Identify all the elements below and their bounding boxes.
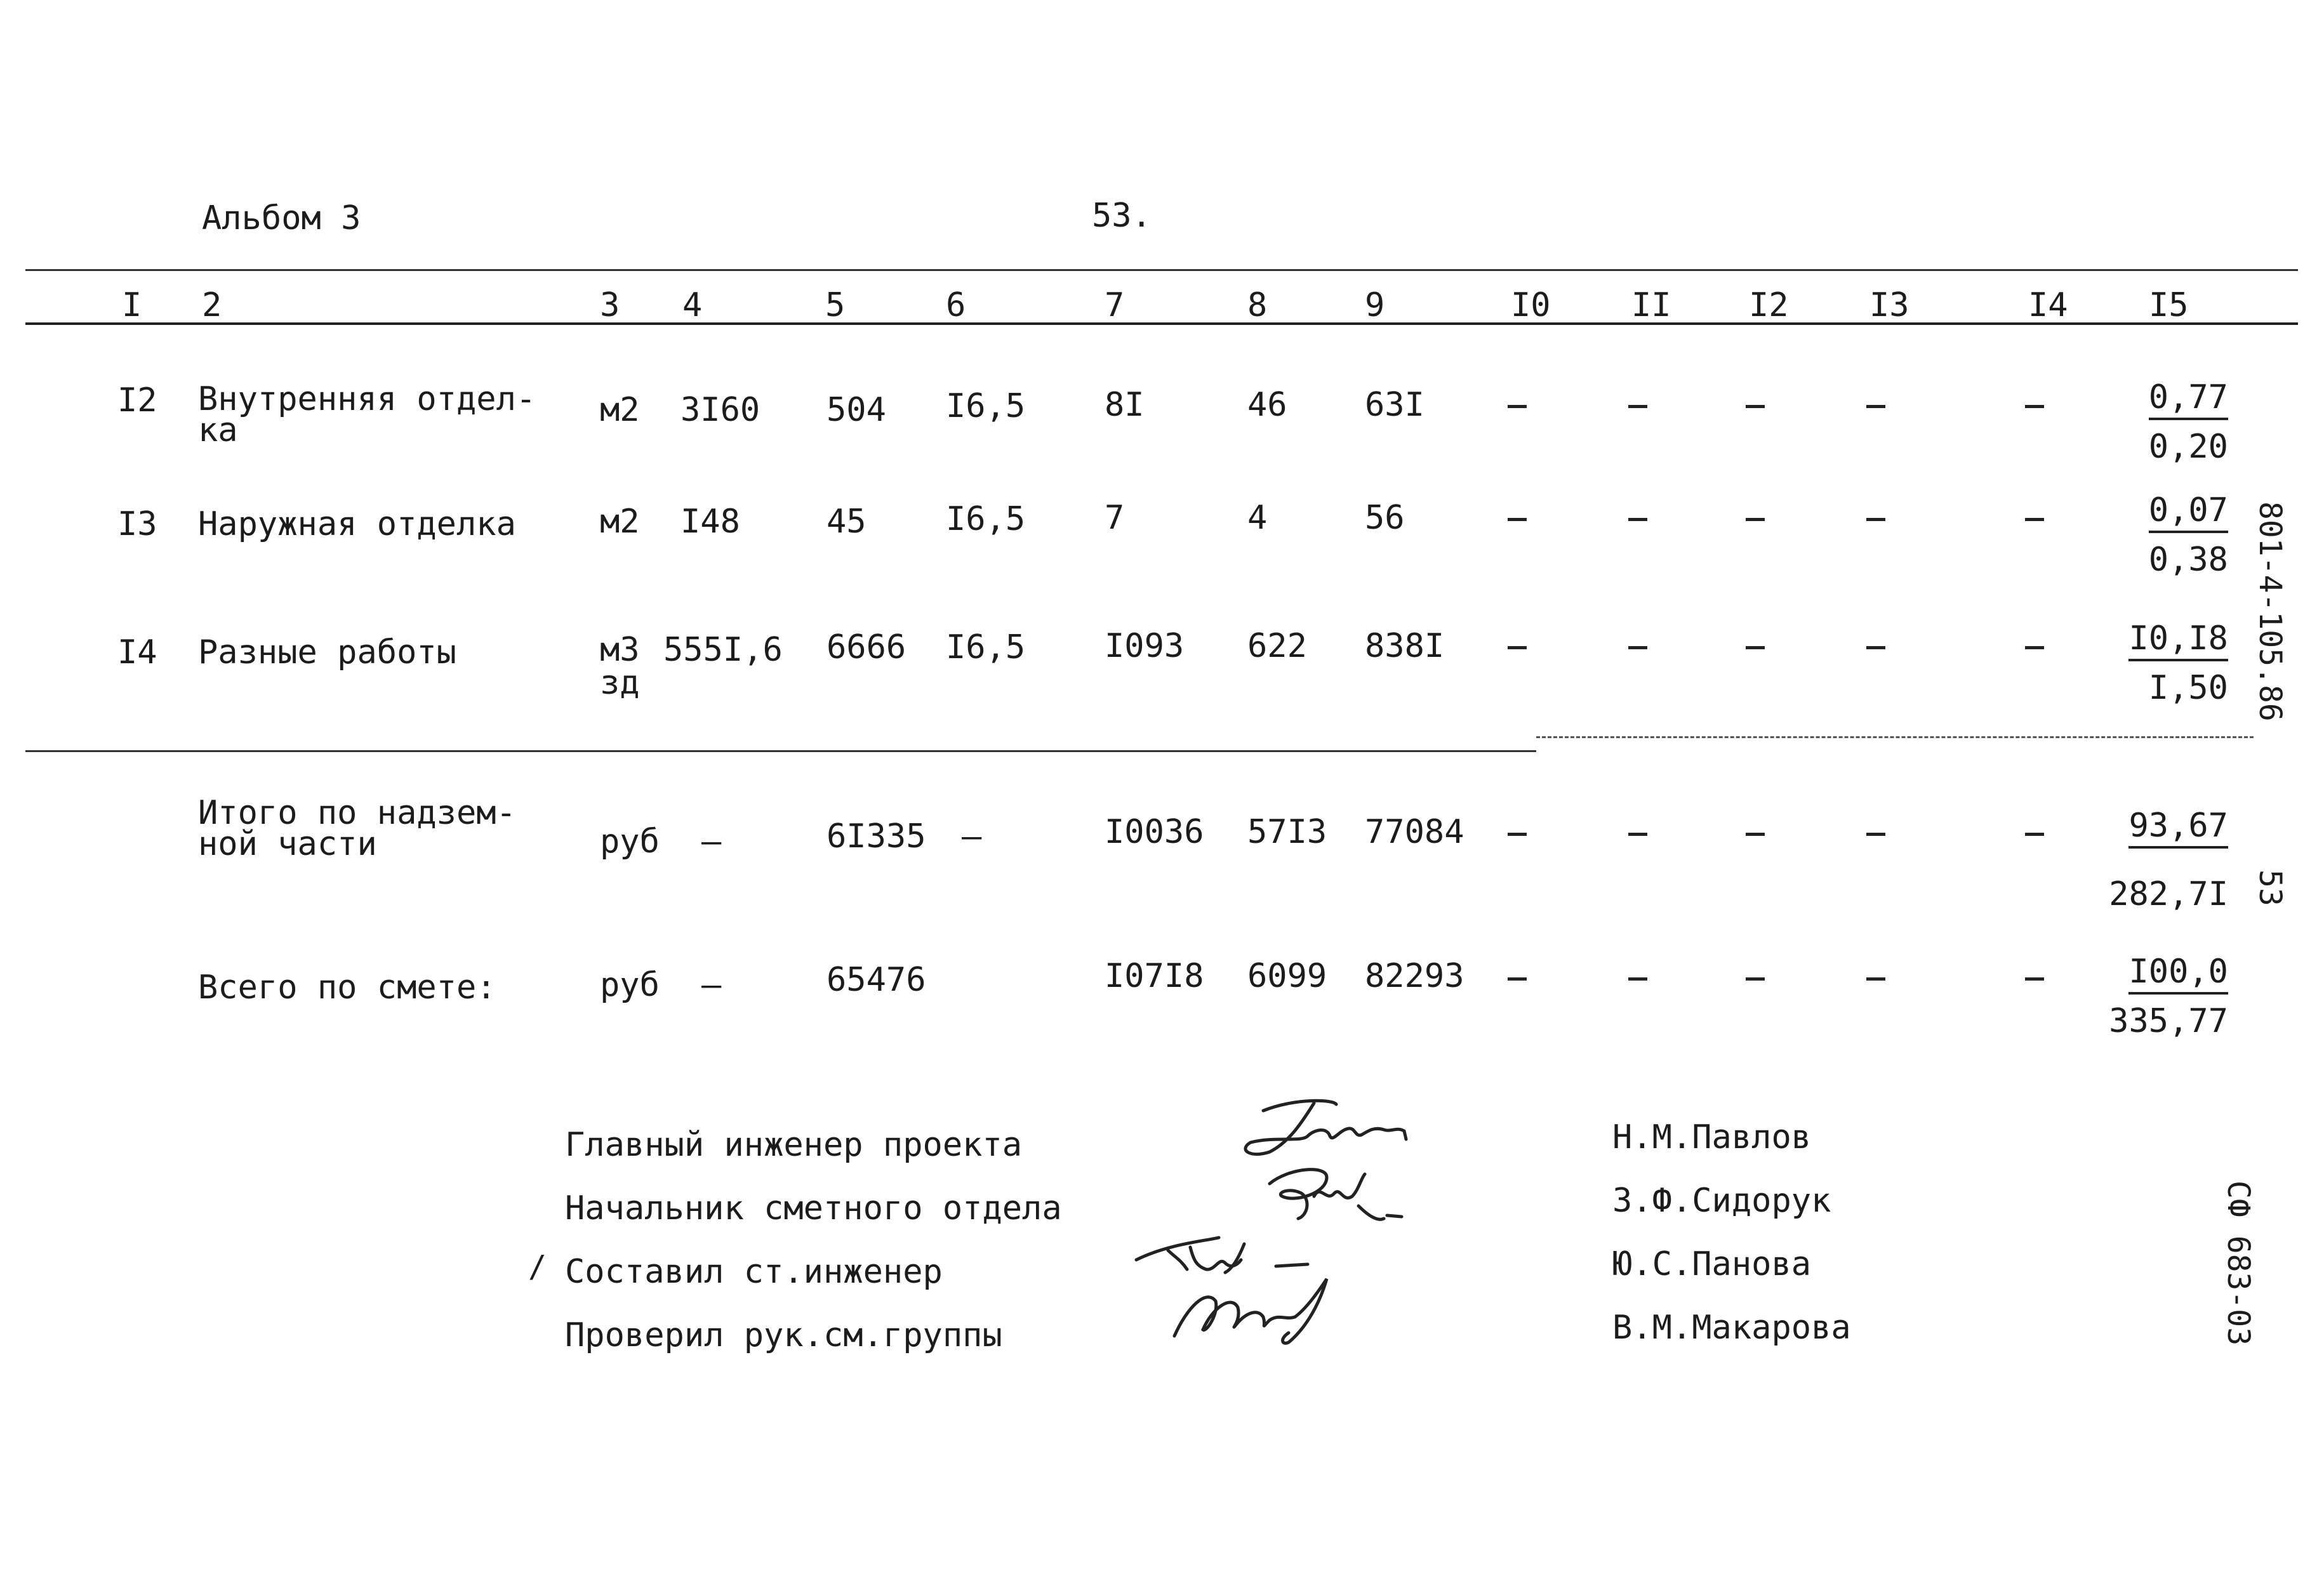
cell-c6: I6,5 <box>946 628 1026 666</box>
cell-c4: – <box>701 966 722 1004</box>
top-rule <box>25 269 2298 271</box>
cell-c6: I6,5 <box>946 387 1026 425</box>
signatory-name: В.М.Макарова <box>1612 1309 1851 1347</box>
cell-c8: 46 <box>1247 386 1287 424</box>
total-unit: руб <box>600 966 660 1004</box>
header-rule <box>25 322 2298 325</box>
dash-mark <box>1628 833 1647 836</box>
col-header: I4 <box>2028 286 2068 324</box>
cell-c8: 4 <box>1247 499 1268 537</box>
col-header: 2 <box>202 286 222 324</box>
cell-c7: I093 <box>1105 627 1185 665</box>
signatory-position: Начальник сметного отдела <box>565 1189 1062 1227</box>
total-name: Всего по смете: <box>198 969 496 1007</box>
dash-mark <box>1628 646 1647 649</box>
col-header: I5 <box>2149 286 2189 324</box>
signatory-name: Ю.С.Панова <box>1612 1245 1812 1283</box>
col-header: I0 <box>1511 286 1551 324</box>
cost-fraction <box>2108 809 2228 911</box>
dash-mark <box>1746 977 1765 981</box>
col-header: 6 <box>946 286 966 324</box>
total-name-cont: ной части <box>198 825 377 863</box>
margin-page-number: 53 <box>2252 870 2288 906</box>
row-number: I4 <box>117 633 157 671</box>
cost-fraction <box>2108 619 2228 707</box>
dash-mark <box>1746 518 1765 521</box>
signatory-position: Составил ст.инженер <box>565 1253 943 1291</box>
dash-mark <box>1508 833 1527 836</box>
cell-c7: I0036 <box>1105 813 1204 851</box>
cost-fraction <box>2108 491 2228 579</box>
row-number: I3 <box>117 505 157 543</box>
col-header: 8 <box>1247 286 1268 324</box>
order-code: СФ 683-03 <box>2221 1180 2256 1346</box>
cell-c4: 3I60 <box>681 391 760 429</box>
total-name: Итого по надзем- <box>198 794 516 832</box>
row-name: Разные работы <box>198 633 456 671</box>
cell-c8: 622 <box>1247 627 1307 665</box>
dash-mark <box>2025 518 2044 521</box>
dash-mark <box>1866 405 1885 408</box>
dash-mark <box>2025 405 2044 408</box>
fraction-numerator: 0,77 <box>2149 381 2228 420</box>
fraction-numerator: 93,67 <box>2128 809 2228 849</box>
col-header: I <box>122 286 142 324</box>
cell-c9: 63I <box>1365 386 1424 424</box>
page-number: 53. <box>1092 197 1152 235</box>
dash-mark <box>1508 518 1527 521</box>
dash-mark <box>2025 646 2044 649</box>
cell-c4: – <box>701 823 722 861</box>
dash-mark <box>1628 405 1647 408</box>
dash-mark <box>1746 833 1765 836</box>
cell-c6: I6,5 <box>946 500 1026 538</box>
dash-mark <box>1866 518 1885 521</box>
cell-c6: – <box>962 817 982 856</box>
row-name: Наружная отделка <box>198 505 516 543</box>
signatory-name: З.Ф.Сидорук <box>1612 1182 1831 1220</box>
dash-mark <box>1628 518 1647 521</box>
row-unit: м2 <box>600 391 640 429</box>
dash-mark <box>1746 646 1765 649</box>
col-header: 7 <box>1105 286 1125 324</box>
col-header: 5 <box>825 286 846 324</box>
fraction-denominator: 335,77 <box>2109 1002 2228 1040</box>
dash-mark <box>1866 646 1885 649</box>
cell-c7: 8I <box>1105 386 1145 424</box>
cell-c5: 6666 <box>827 628 906 666</box>
handwritten-signature <box>1130 1225 1397 1352</box>
document-code: 801-4-105.86 <box>2252 501 2288 722</box>
fraction-numerator: 0,07 <box>2149 494 2228 533</box>
cell-c7: 7 <box>1105 499 1125 537</box>
dash-mark <box>1508 977 1527 981</box>
cell-c5: 6I335 <box>827 817 926 856</box>
cell-c9: 77084 <box>1365 813 1464 851</box>
col-header: II <box>1631 286 1671 324</box>
col-header: 4 <box>682 286 703 324</box>
cell-c9: 56 <box>1365 499 1405 537</box>
cell-c4: 555I,6 <box>663 631 783 669</box>
cell-c5: 45 <box>827 503 867 541</box>
fraction-numerator: I0,I8 <box>2128 622 2228 661</box>
fraction-numerator: I00,0 <box>2128 955 2228 995</box>
fraction-denominator: 0,20 <box>2148 428 2228 466</box>
dash-mark <box>1628 977 1647 981</box>
dash-mark <box>1508 405 1527 408</box>
row-name-cont: ка <box>198 411 238 449</box>
dash-mark <box>1508 646 1527 649</box>
dash-mark <box>1866 833 1885 836</box>
dash-mark <box>2025 833 2044 836</box>
col-header: I3 <box>1869 286 1909 324</box>
row-number: I2 <box>117 381 157 420</box>
dash-mark <box>1866 977 1885 981</box>
signatory-position: Проверил рук.см.группы <box>565 1316 1002 1354</box>
cell-c5: 504 <box>827 391 886 429</box>
signatory-name: Н.М.Павлов <box>1612 1118 1812 1156</box>
row-unit-cont: зд <box>600 664 640 702</box>
col-header: 3 <box>600 286 620 324</box>
section-rule <box>25 750 1536 752</box>
cost-fraction <box>2108 955 2228 1038</box>
fraction-denominator: I,50 <box>2148 669 2228 707</box>
cell-c8: 57I3 <box>1247 813 1327 851</box>
dash-mark <box>2025 977 2044 981</box>
fraction-denominator: 0,38 <box>2148 541 2228 579</box>
cost-fraction <box>2108 378 2228 466</box>
row-unit: м3 <box>600 631 640 669</box>
margin-tick: / <box>528 1249 547 1285</box>
cell-c4: I48 <box>681 503 740 541</box>
cell-c5: 65476 <box>827 961 926 999</box>
cell-c9: 838I <box>1365 627 1445 665</box>
section-rule-dashed <box>1536 736 2254 738</box>
row-unit: м2 <box>600 503 640 541</box>
col-header: 9 <box>1365 286 1385 324</box>
cell-c9: 82293 <box>1365 957 1464 995</box>
album-label: Альбом 3 <box>202 199 361 237</box>
total-unit: руб <box>600 823 660 861</box>
cell-c8: 6099 <box>1247 957 1327 995</box>
fraction-denominator: 282,7I <box>2109 875 2228 913</box>
row-name: Внутренняя отдел- <box>198 380 536 418</box>
dash-mark <box>1746 405 1765 408</box>
signatory-position: Главный инженер проекта <box>565 1126 1023 1164</box>
cell-c7: I07I8 <box>1105 957 1204 995</box>
col-header: I2 <box>1749 286 1789 324</box>
